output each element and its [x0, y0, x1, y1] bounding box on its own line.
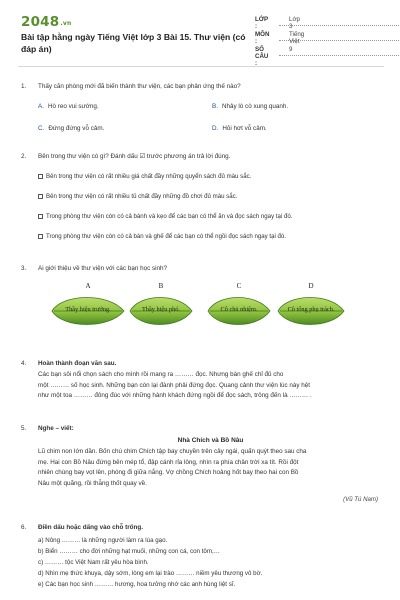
header-divider [18, 66, 384, 67]
q2-option-4[interactable]: Trong phòng thư viện còn có cả bàn và ghế để các bạn có thể ngồi đọc sách ngay tại đó. [38, 233, 286, 240]
question-4: 4. Hoàn thành đoạn văn sau. [21, 360, 117, 367]
passage-author: (Vũ Tú Nam) [343, 496, 378, 503]
passage-title: Nhà Chích và Bồ Nâu [177, 437, 244, 444]
q3-option-a[interactable]: A Thầy hiệu trưởng. [50, 293, 126, 329]
checkbox[interactable] [38, 214, 43, 219]
q6-line-d: d) Nhìn mẹ thức khuya, dậy sớm, lòng em lại trào ……… niềm yêu thương vô bờ. [38, 570, 263, 577]
q2-option-1[interactable]: Bên trong thư viện có rất nhiều giá chất đầy những quyển sách đủ màu sắc. [38, 173, 251, 180]
q3-option-d[interactable]: D Cô tổng phụ trách. [276, 293, 346, 329]
q1-option-a[interactable]: A. Hò reo vui sướng. [38, 103, 99, 110]
q5-passage: Lũ chim non lớn dần. Bốn chú chim Chích tập bay chuyền trên cây ngái, quấn quýt theo sau cha mẹ. Hai con Bồ Nâu đứng bên mép tổ, đập cánh rỉa lông, nhìn ra phía chân trời xa tít. Rồi đột nhiên chúng bay vọt lên, phóng đi giữa nắng. Vợ chồng Chích hoảng hốt bay theo hai con Bồ Nâu một quãng, rồi thẫng thốt quay về. [38, 448, 307, 487]
q3-option-c[interactable]: C Cô chủ nhiệm. [206, 293, 272, 329]
q1-option-d[interactable]: D. Hỏi hơt vỗ cảm. [212, 125, 267, 132]
site-logo[interactable]: 2048.vn [21, 14, 72, 30]
document-title: Bài tập hằng ngày Tiếng Việt lớp 3 Bài 15. Thư viện (có đáp án) [21, 32, 246, 54]
q6-line-e: e) Các bạn học sinh ……… hương, hoa tưởng nhớ các anh hùng liệt sĩ. [38, 581, 236, 588]
q1-option-b[interactable]: B. Nhảy lò cò xung quanh. [212, 103, 289, 110]
q2-option-2[interactable]: Bên trong thư viện có rất nhiều tủ chất đầy những đồ chơi đủ màu sắc. [38, 193, 237, 200]
q4-paragraph: Các bạn sôi nổi chọn sách cho mình rồi mang ra ……… đọc. Nhưng bàn ghế chỉ đủ cho một ……… số học sinh. Những bạn còn lại đành phải đứng đọc. Quang cảnh thư viện lúc này hệt như một toa ……… đông đúc với những hành khách đứng ngồi để đọc sách, trông đến là ……… . [38, 371, 312, 399]
q1-option-c[interactable]: C. Đứng đứng vỗ cảm. [38, 125, 105, 132]
q2-option-3[interactable]: Trong phòng thư viện còn có cả bánh và kẹo để các bạn có thể ăn và đọc sách ngay tại đó. [38, 213, 292, 220]
question-1: 1. Thấy căn phòng mới đã biến thành thư viện, các bạn phản ứng thế nào? [21, 83, 241, 90]
q6-line-b: b) Biển ……… cho đời những hạt muối, những con cá, con tôm,… [38, 548, 220, 555]
question-6: 6. Điền dấu hoặc dấng vào chỗ trống. [21, 524, 143, 531]
question-3: 3. Ai giới thiệu về thư viện với các bạn học sinh? [21, 265, 168, 272]
checkbox[interactable] [38, 174, 43, 179]
q3-option-b[interactable]: B Thầy hiệu phó. [128, 293, 194, 329]
page-header: 2048.vn Bài tập hằng ngày Tiếng Việt lớp 3 Bài 15. Thư viện (có đáp án) LỚP : Lớp 3 MÔN : Tiếng Việt SỐ CÂU : 9 [0, 0, 400, 62]
question-5: 5. Nghe – viết: [21, 425, 74, 432]
checkbox[interactable] [38, 234, 43, 239]
checkbox[interactable] [38, 194, 43, 199]
q6-line-a: a) Nông ……… là những người làm ra lúa gạo. [38, 537, 168, 544]
q6-line-c: c) ……… tộc Việt Nam rất yêu hòa bình. [38, 559, 149, 566]
question-2: 2. Bên trong thư viện có gì? Đánh dấu ☑ trước phương án trả lời đúng. [21, 153, 231, 160]
